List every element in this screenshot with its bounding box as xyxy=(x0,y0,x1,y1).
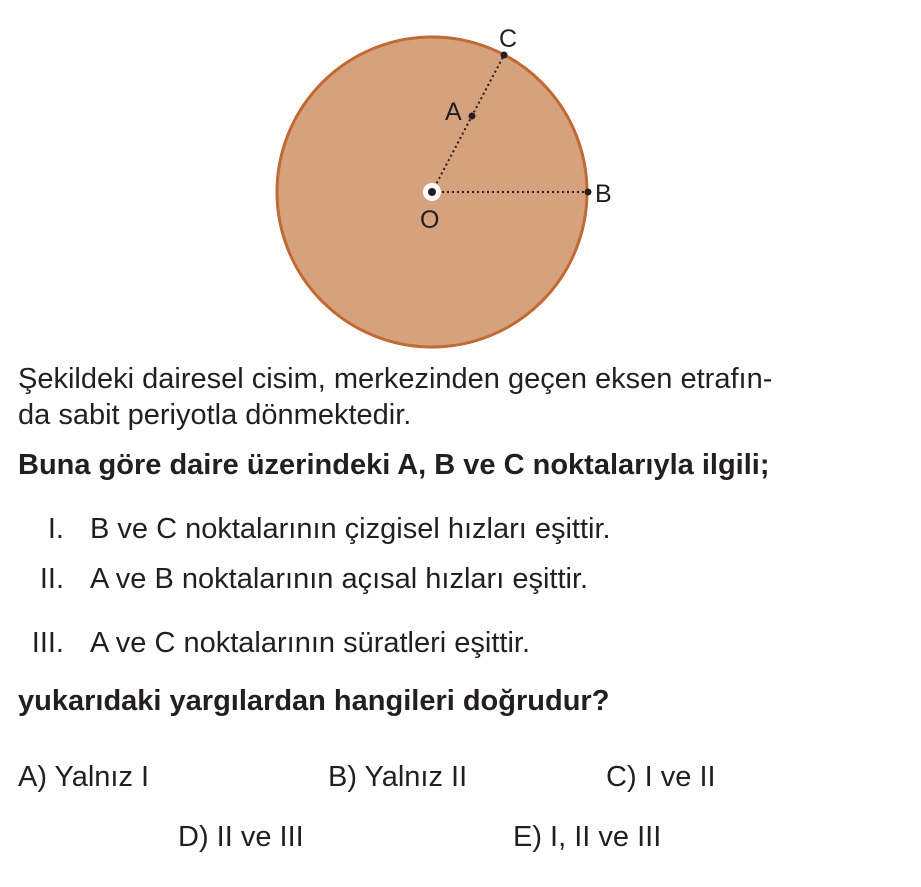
statement-3 xyxy=(0,626,921,660)
option-d[interactable]: D) II ve III xyxy=(178,821,304,853)
statement-numeral: I. xyxy=(47,513,64,545)
point-b xyxy=(585,189,592,196)
label-a: A xyxy=(445,98,462,126)
option-e[interactable]: E) I, II ve III xyxy=(513,821,662,853)
center-point-o xyxy=(428,188,436,196)
label-b: B xyxy=(595,180,612,208)
question-ask: yukarıdaki yargılardan hangileri doğrudur? xyxy=(18,685,610,717)
statement-2 xyxy=(0,562,921,596)
label-c: C xyxy=(499,25,518,53)
rotating-disc-figure xyxy=(0,0,921,360)
question-prompt: Buna göre daire üzerindeki A, B ve C noktalarıyla ilgili; xyxy=(18,449,770,481)
statement-text: A ve C noktalarının süratleri eşittir. xyxy=(90,627,531,659)
statement-numeral: III. xyxy=(31,627,64,659)
statement-text: B ve C noktalarının çizgisel hızları eşittir. xyxy=(90,513,611,545)
option-c[interactable]: C) I ve II xyxy=(606,761,716,793)
statement-text: A ve B noktalarının açısal hızları eşittir. xyxy=(90,563,589,595)
paragraph-line-1: Şekildeki dairesel cisim, merkezinden geçen eksen etrafın- xyxy=(18,363,773,395)
label-o: O xyxy=(420,206,440,234)
statement-1 xyxy=(0,512,921,546)
paragraph-line-2: da sabit periyotla dönmektedir. xyxy=(18,399,412,431)
point-a xyxy=(469,113,476,120)
option-b[interactable]: B) Yalnız II xyxy=(328,761,468,793)
statement-numeral: II. xyxy=(39,563,64,595)
option-a[interactable]: A) Yalnız I xyxy=(18,761,150,793)
